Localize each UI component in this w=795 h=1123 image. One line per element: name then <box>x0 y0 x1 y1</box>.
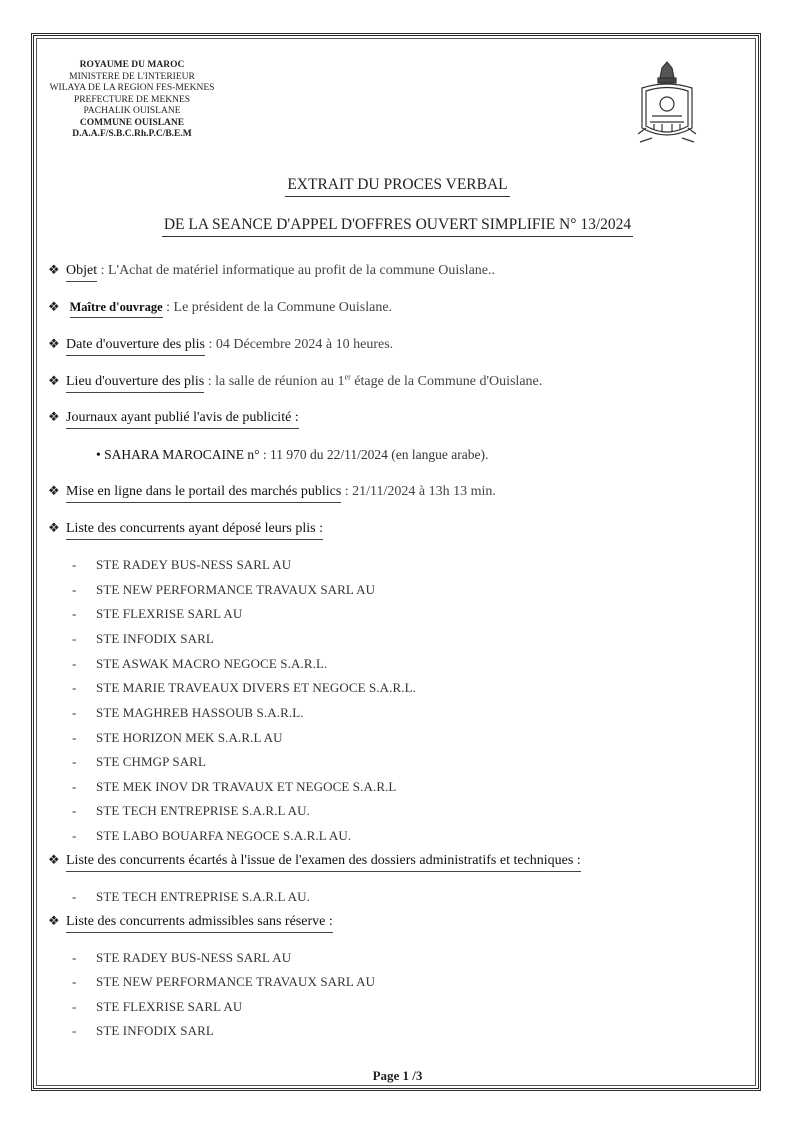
section-objet <box>48 262 495 279</box>
section-label: Objet <box>66 263 97 282</box>
diamond-bullet-icon: ❖ <box>48 913 60 928</box>
section-label: Mise en ligne dans le portail des marchés publics <box>66 484 341 503</box>
diamond-bullet-icon: ❖ <box>48 372 60 388</box>
header-line: PREFECTURE DE MEKNES <box>73 94 191 105</box>
section-label: Liste des concurrents ayant déposé leurs plis : <box>66 521 323 540</box>
list-item: - STE NEW PERFORMANCE TRAVAUX SARL AU <box>72 582 376 597</box>
diamond-bullet-icon: ❖ <box>48 299 60 314</box>
diamond-bullet-icon: ❖ <box>48 852 60 867</box>
press-entry <box>96 447 488 463</box>
section-lieu-ouverture <box>48 372 542 390</box>
list-item: - STE RADEY BUS-NESS SARL AU <box>72 950 292 965</box>
section-date-ouverture <box>48 336 393 353</box>
list-item: - STE HORIZON MEK S.A.R.L AU <box>72 730 283 745</box>
section-journaux <box>48 409 299 426</box>
section-concurrents <box>48 520 323 537</box>
header-line: WILAYA DE LA REGION FES-MEKNES <box>49 83 215 93</box>
diamond-bullet-icon: ❖ <box>48 262 60 277</box>
section-label: Liste des concurrents admissibles sans réserve : <box>66 914 333 933</box>
section-ecartes <box>48 852 581 869</box>
list-item: - STE LABO BOUARFA NEGOCE S.A.R.L AU. <box>72 828 352 843</box>
section-value: : 04 Décembre 2024 à 10 heures. <box>208 337 394 352</box>
header-line: ROYAUME DU MAROC <box>79 60 185 70</box>
press-name: • SAHARA MAROCAINE n° <box>96 447 260 462</box>
document-subtitle <box>0 216 795 234</box>
header-line: COMMUNE OUISLANE <box>79 117 185 128</box>
section-maitre-ouvrage <box>48 299 392 316</box>
section-portail <box>48 483 496 500</box>
diamond-bullet-icon: ❖ <box>48 409 60 424</box>
list-item: - STE FLEXRISE SARL AU <box>72 999 243 1014</box>
list-item: - STE TECH ENTREPRISE S.A.R.L AU. <box>72 803 311 818</box>
diamond-bullet-icon: ❖ <box>48 336 60 351</box>
section-label: Date d'ouverture des plis <box>66 337 205 356</box>
list-item: - STE NEW PERFORMANCE TRAVAUX SARL AU <box>72 974 376 989</box>
document-title <box>0 176 795 194</box>
section-admissibles <box>48 913 333 930</box>
royal-crest-icon <box>632 58 702 150</box>
press-value: : 11 970 du 22/11/2024 (en langue arabe). <box>262 447 489 462</box>
section-value: : la salle de réunion au 1er étage de la Commune d'Ouislane. <box>207 372 543 389</box>
list-item: - STE MEK INOV DR TRAVAUX ET NEGOCE S.A.R.L <box>72 779 397 794</box>
title-line-2: DE LA SEANCE D'APPEL D'OFFRES OUVERT SIMPLIFIE N° 13/2024 <box>162 216 633 237</box>
section-label: Liste des concurrents écartés à l'issue de l'examen des dossiers administratifs et techniques : <box>66 853 581 872</box>
section-label: Journaux ayant publié l'avis de publicité : <box>66 410 299 429</box>
section-value: : L'Achat de matériel informatique au profit de la commune Ouislane.. <box>100 263 495 278</box>
section-value: : 21/11/2024 à 13h 13 min. <box>344 484 496 499</box>
page-number: Page 1 /3 <box>372 1068 423 1083</box>
header-line: PACHALIK OUISLANE <box>83 106 181 116</box>
list-item: - STE ASWAK MACRO NEGOCE S.A.R.L. <box>72 656 328 671</box>
title-line-1: EXTRAIT DU PROCES VERBAL <box>285 176 509 197</box>
section-label: Maître d'ouvrage <box>70 300 163 318</box>
list-item: - STE MARIE TRAVEAUX DIVERS ET NEGOCE S.A.R.L. <box>72 680 417 695</box>
list-item: - STE RADEY BUS-NESS SARL AU <box>72 557 292 572</box>
list-item: - STE FLEXRISE SARL AU <box>72 606 243 621</box>
section-label: Lieu d'ouverture des plis <box>66 374 204 393</box>
diamond-bullet-icon: ❖ <box>48 520 60 535</box>
section-value: : Le président de la Commune Ouislane. <box>166 300 393 315</box>
administrative-header <box>44 60 220 141</box>
list-item: - STE CHMGP SARL <box>72 754 206 769</box>
header-line: D.A.A.F/S.B.C.Rh.P.C/B.E.M <box>72 129 192 139</box>
list-item: - STE MAGHREB HASSOUB S.A.R.L. <box>72 705 304 720</box>
diamond-bullet-icon: ❖ <box>48 483 60 498</box>
list-item: - STE INFODIX SARL <box>72 1023 214 1038</box>
list-item: - STE TECH ENTREPRISE S.A.R.L AU. <box>72 889 311 904</box>
list-item: - STE INFODIX SARL <box>72 631 214 646</box>
header-line: MINISTERE DE L'INTERIEUR <box>69 71 195 82</box>
